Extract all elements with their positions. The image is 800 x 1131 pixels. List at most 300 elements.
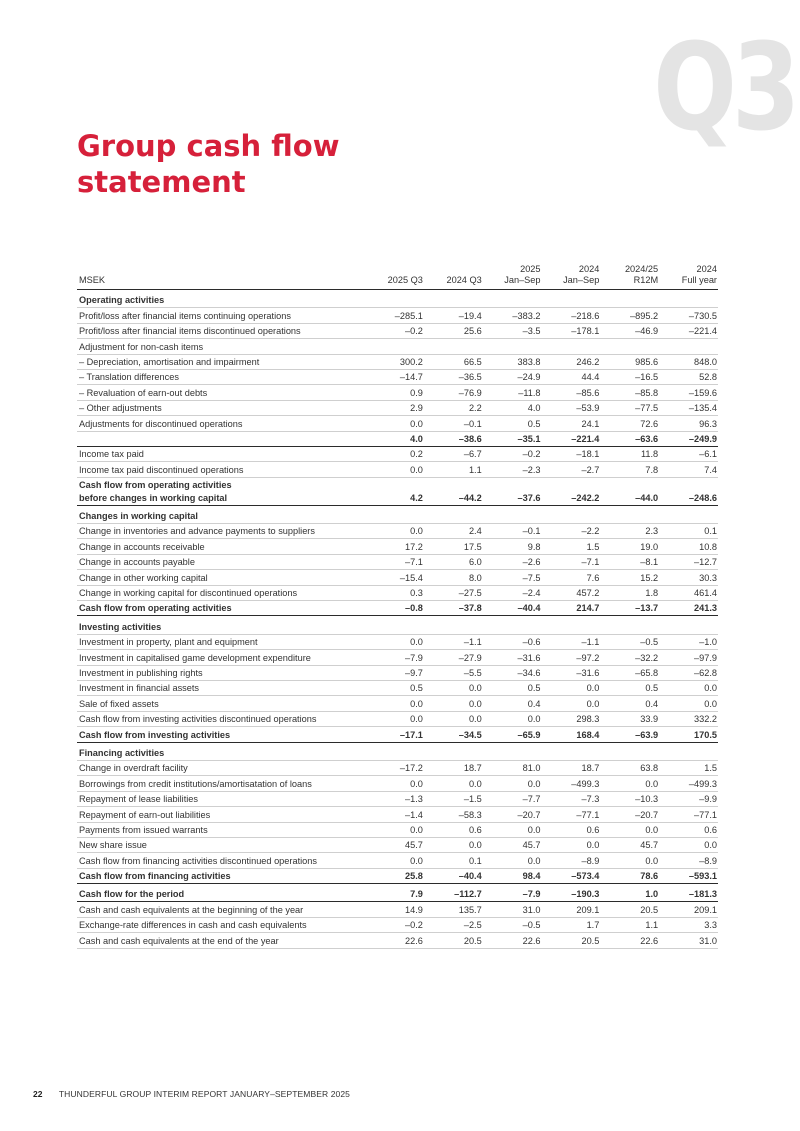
total-row	[77, 868, 718, 883]
value-cell: –730.5	[659, 308, 718, 323]
value-cell: 1.8	[600, 585, 659, 600]
column-header: 2024 Full year	[659, 262, 718, 290]
value-cell: 0.4	[600, 696, 659, 711]
row-label: Adjustment for non-cash items	[77, 339, 365, 354]
section-header-row	[77, 290, 718, 308]
value-cell: 44.4	[542, 369, 601, 384]
value-cell: –1.3	[365, 791, 424, 806]
value-cell: –383.2	[483, 308, 542, 323]
value-cell	[424, 505, 483, 523]
table-row	[77, 837, 718, 852]
value-cell: –190.3	[542, 884, 601, 902]
value-cell: –895.2	[600, 308, 659, 323]
value-cell: 0.0	[365, 822, 424, 837]
value-cell	[424, 290, 483, 308]
value-cell: 0.0	[542, 696, 601, 711]
value-cell	[365, 616, 424, 634]
total-row	[77, 431, 718, 446]
value-cell: 7.8	[600, 462, 659, 477]
value-cell: –16.5	[600, 369, 659, 384]
value-cell	[424, 616, 483, 634]
value-cell: –6.7	[424, 446, 483, 461]
value-cell: 0.0	[365, 776, 424, 791]
table-row	[77, 308, 718, 323]
value-cell: –38.6	[424, 431, 483, 446]
value-cell: 0.0	[659, 837, 718, 852]
value-cell: –17.2	[365, 760, 424, 775]
value-cell: 31.0	[659, 933, 718, 948]
value-cell: –0.6	[483, 634, 542, 649]
page-title-line-1: Group cash flow	[77, 129, 340, 163]
value-cell: 18.7	[542, 760, 601, 775]
row-label: Investment in publishing rights	[77, 665, 365, 680]
column-header: 2025 Jan–Sep	[483, 262, 542, 290]
value-cell: –27.5	[424, 585, 483, 600]
value-cell: –77.5	[600, 400, 659, 415]
value-cell: 2.9	[365, 400, 424, 415]
table-row	[77, 369, 718, 384]
value-cell	[600, 616, 659, 634]
value-cell: 1.5	[659, 760, 718, 775]
row-label: Change in working capital for discontinued operations	[77, 585, 365, 600]
value-cell: 0.0	[483, 776, 542, 791]
row-label: Income tax paid	[77, 446, 365, 461]
value-cell	[659, 505, 718, 523]
column-header: 2024 Jan–Sep	[542, 262, 601, 290]
value-cell: 0.0	[483, 711, 542, 726]
value-cell: –40.4	[424, 868, 483, 883]
value-cell	[600, 505, 659, 523]
value-cell	[542, 339, 601, 354]
row-label: Cash flow from investing activities	[77, 727, 365, 742]
value-cell: 0.2	[365, 446, 424, 461]
value-cell: 0.0	[424, 776, 483, 791]
value-cell: 0.0	[659, 680, 718, 695]
table-row	[77, 696, 718, 711]
value-cell	[542, 616, 601, 634]
value-cell: –24.9	[483, 369, 542, 384]
value-cell: 18.7	[424, 760, 483, 775]
value-cell: –3.5	[483, 323, 542, 338]
value-cell: 22.6	[483, 933, 542, 948]
value-cell: 1.7	[542, 917, 601, 932]
total-row	[77, 601, 718, 616]
value-cell: –7.9	[483, 884, 542, 902]
table-row	[77, 634, 718, 649]
row-label: Sale of fixed assets	[77, 696, 365, 711]
row-label: Repayment of lease liabilities	[77, 791, 365, 806]
value-cell: –97.2	[542, 650, 601, 665]
value-cell: 4.2	[365, 477, 424, 505]
value-cell: –46.9	[600, 323, 659, 338]
value-cell: –1.5	[424, 791, 483, 806]
value-cell: –6.1	[659, 446, 718, 461]
value-cell: 0.0	[600, 776, 659, 791]
value-cell: –11.8	[483, 385, 542, 400]
value-cell: –285.1	[365, 308, 424, 323]
value-cell: 4.0	[365, 431, 424, 446]
value-cell: 63.8	[600, 760, 659, 775]
row-label: Cash flow from operating activities	[77, 601, 365, 616]
value-cell: –20.7	[600, 807, 659, 822]
row-label: Cash flow for the period	[77, 884, 365, 902]
value-cell: –159.6	[659, 385, 718, 400]
table-row	[77, 933, 718, 948]
value-cell: 3.3	[659, 917, 718, 932]
value-cell: 52.8	[659, 369, 718, 384]
value-cell: 168.4	[542, 727, 601, 742]
value-cell: 209.1	[659, 902, 718, 917]
table-row	[77, 822, 718, 837]
value-cell: 0.5	[483, 680, 542, 695]
value-cell: 0.3	[365, 585, 424, 600]
value-cell: –34.6	[483, 665, 542, 680]
value-cell: 66.5	[424, 354, 483, 369]
value-cell: 9.8	[483, 539, 542, 554]
value-cell: –32.2	[600, 650, 659, 665]
row-label: Exchange-rate differences in cash and cash equivalents	[77, 917, 365, 932]
table-row	[77, 711, 718, 726]
row-label: Cash and cash equivalents at the beginning of the year	[77, 902, 365, 917]
page-number: 22	[33, 1089, 43, 1099]
row-label: Repayment of earn-out liabilities	[77, 807, 365, 822]
value-cell: 0.6	[424, 822, 483, 837]
value-cell: 209.1	[542, 902, 601, 917]
section-header-row	[77, 742, 718, 760]
value-cell: 6.0	[424, 554, 483, 569]
value-cell: –0.2	[365, 917, 424, 932]
value-cell: –65.8	[600, 665, 659, 680]
value-cell: 2.3	[600, 524, 659, 539]
row-label: Investing activities	[77, 616, 365, 634]
value-cell: 7.9	[365, 884, 424, 902]
value-cell: 45.7	[483, 837, 542, 852]
value-cell: –2.3	[483, 462, 542, 477]
value-cell: 17.2	[365, 539, 424, 554]
value-cell	[365, 742, 424, 760]
value-cell: –85.6	[542, 385, 601, 400]
table-row	[77, 323, 718, 338]
cash-flow-table	[77, 262, 718, 949]
value-cell: –37.6	[483, 477, 542, 505]
value-cell: –58.3	[424, 807, 483, 822]
value-cell	[542, 742, 601, 760]
value-cell: –63.9	[600, 727, 659, 742]
row-label: Adjustments for discontinued operations	[77, 416, 365, 431]
value-cell: 19.0	[600, 539, 659, 554]
value-cell: –218.6	[542, 308, 601, 323]
value-cell: 0.5	[365, 680, 424, 695]
value-cell: –499.3	[542, 776, 601, 791]
value-cell: –8.9	[542, 853, 601, 868]
row-label: New share issue	[77, 837, 365, 852]
section-header-row	[77, 505, 718, 523]
value-cell: 10.8	[659, 539, 718, 554]
value-cell: –7.1	[542, 554, 601, 569]
value-cell: 31.0	[483, 902, 542, 917]
value-cell: –5.5	[424, 665, 483, 680]
row-label: – Revaluation of earn-out debts	[77, 385, 365, 400]
row-label: Change in inventories and advance payments to suppliers	[77, 524, 365, 539]
row-label: Borrowings from credit institutions/amortisatation of loans	[77, 776, 365, 791]
table-row	[77, 400, 718, 415]
value-cell: 81.0	[483, 760, 542, 775]
value-cell: –9.9	[659, 791, 718, 806]
total-row	[77, 727, 718, 742]
table-row	[77, 776, 718, 791]
table-row	[77, 853, 718, 868]
value-cell: –13.7	[600, 601, 659, 616]
row-label: Change in overdraft facility	[77, 760, 365, 775]
value-cell	[424, 339, 483, 354]
value-cell: 22.6	[600, 933, 659, 948]
row-label: Cash flow from operating activities before changes in working capital	[77, 477, 365, 505]
value-cell: 0.0	[659, 696, 718, 711]
value-cell: –44.2	[424, 477, 483, 505]
value-cell: 0.1	[424, 853, 483, 868]
value-cell: 383.8	[483, 354, 542, 369]
value-cell: –2.4	[483, 585, 542, 600]
value-cell	[483, 339, 542, 354]
value-cell	[483, 505, 542, 523]
value-cell	[483, 742, 542, 760]
value-cell: –12.7	[659, 554, 718, 569]
value-cell: 0.0	[600, 822, 659, 837]
table-row	[77, 539, 718, 554]
value-cell: 14.9	[365, 902, 424, 917]
value-cell: 300.2	[365, 354, 424, 369]
table-row	[77, 385, 718, 400]
value-cell: 214.7	[542, 601, 601, 616]
value-cell: –9.7	[365, 665, 424, 680]
row-label: Investment in financial assets	[77, 680, 365, 695]
row-label: Changes in working capital	[77, 505, 365, 523]
table-row	[77, 462, 718, 477]
row-label: Profit/loss after financial items continuing operations	[77, 308, 365, 323]
value-cell: –221.4	[542, 431, 601, 446]
value-cell: 0.0	[365, 634, 424, 649]
value-cell: 0.1	[659, 524, 718, 539]
column-header: 2025 Q3	[365, 262, 424, 290]
value-cell: 0.0	[365, 416, 424, 431]
value-cell: 20.5	[542, 933, 601, 948]
table-row	[77, 650, 718, 665]
value-cell: –593.1	[659, 868, 718, 883]
value-cell: –573.4	[542, 868, 601, 883]
table-row	[77, 339, 718, 354]
table-row	[77, 902, 718, 917]
value-cell: 0.0	[542, 680, 601, 695]
value-cell: 24.1	[542, 416, 601, 431]
value-cell: 0.0	[424, 680, 483, 695]
value-cell: –248.6	[659, 477, 718, 505]
table-row	[77, 585, 718, 600]
table-row	[77, 416, 718, 431]
table-row	[77, 680, 718, 695]
row-label: – Depreciation, amortisation and impairment	[77, 354, 365, 369]
value-cell: 11.8	[600, 446, 659, 461]
value-cell: –20.7	[483, 807, 542, 822]
column-header: 2024 Q3	[424, 262, 483, 290]
section-header-row	[77, 616, 718, 634]
value-cell: 0.0	[365, 711, 424, 726]
value-cell: –85.8	[600, 385, 659, 400]
value-cell: –97.9	[659, 650, 718, 665]
value-cell: –135.4	[659, 400, 718, 415]
value-cell	[483, 290, 542, 308]
value-cell: –2.2	[542, 524, 601, 539]
value-cell	[483, 616, 542, 634]
value-cell: 4.0	[483, 400, 542, 415]
value-cell: 0.0	[365, 462, 424, 477]
value-cell: –7.3	[542, 791, 601, 806]
value-cell: –8.9	[659, 853, 718, 868]
value-cell: 0.6	[542, 822, 601, 837]
value-cell: –76.9	[424, 385, 483, 400]
value-cell: –62.8	[659, 665, 718, 680]
value-cell: 241.3	[659, 601, 718, 616]
total-row	[77, 477, 718, 505]
value-cell: 0.0	[483, 822, 542, 837]
table-row	[77, 807, 718, 822]
table-body	[77, 290, 718, 949]
value-cell: 0.0	[424, 837, 483, 852]
value-cell: 78.6	[600, 868, 659, 883]
value-cell: 135.7	[424, 902, 483, 917]
value-cell: 20.5	[424, 933, 483, 948]
row-label: – Other adjustments	[77, 400, 365, 415]
table-row	[77, 570, 718, 585]
value-cell: –65.9	[483, 727, 542, 742]
value-cell: –2.6	[483, 554, 542, 569]
value-cell: –31.6	[483, 650, 542, 665]
value-cell	[659, 616, 718, 634]
value-cell: 0.9	[365, 385, 424, 400]
value-cell: –27.9	[424, 650, 483, 665]
value-cell: 1.1	[600, 917, 659, 932]
value-cell: –178.1	[542, 323, 601, 338]
value-cell: 0.0	[542, 837, 601, 852]
value-cell: 457.2	[542, 585, 601, 600]
value-cell: –1.0	[659, 634, 718, 649]
value-cell: 98.4	[483, 868, 542, 883]
value-cell: –36.5	[424, 369, 483, 384]
value-cell: –0.1	[483, 524, 542, 539]
value-cell	[542, 290, 601, 308]
value-cell: –34.5	[424, 727, 483, 742]
value-cell	[365, 290, 424, 308]
value-cell	[600, 339, 659, 354]
value-cell: 2.2	[424, 400, 483, 415]
value-cell: –10.3	[600, 791, 659, 806]
page-title-line-2: statement	[77, 165, 246, 199]
row-label: Investment in capitalised game development expenditure	[77, 650, 365, 665]
value-cell: 0.0	[600, 853, 659, 868]
table-row	[77, 524, 718, 539]
value-cell	[600, 290, 659, 308]
value-cell: –40.4	[483, 601, 542, 616]
value-cell: 33.9	[600, 711, 659, 726]
value-cell: 72.6	[600, 416, 659, 431]
row-label: – Translation differences	[77, 369, 365, 384]
value-cell: 332.2	[659, 711, 718, 726]
table-row	[77, 760, 718, 775]
value-cell: –17.1	[365, 727, 424, 742]
value-cell: 1.5	[542, 539, 601, 554]
value-cell: 848.0	[659, 354, 718, 369]
value-cell: –7.7	[483, 791, 542, 806]
value-cell: 25.6	[424, 323, 483, 338]
value-cell: 0.0	[424, 696, 483, 711]
value-cell: 461.4	[659, 585, 718, 600]
value-cell	[659, 290, 718, 308]
value-cell: –249.9	[659, 431, 718, 446]
value-cell: –1.1	[542, 634, 601, 649]
value-cell: 985.6	[600, 354, 659, 369]
row-label: Income tax paid discontinued operations	[77, 462, 365, 477]
value-cell: 20.5	[600, 902, 659, 917]
value-cell: 0.5	[483, 416, 542, 431]
value-cell: –0.2	[365, 323, 424, 338]
value-cell: –7.1	[365, 554, 424, 569]
value-cell: –221.4	[659, 323, 718, 338]
value-cell: –18.1	[542, 446, 601, 461]
value-cell	[365, 505, 424, 523]
report-title: THUNDERFUL GROUP INTERIM REPORT JANUARY–SEPTEMBER 2025	[58, 1089, 351, 1099]
value-cell: 2.4	[424, 524, 483, 539]
value-cell	[659, 339, 718, 354]
value-cell: –499.3	[659, 776, 718, 791]
value-cell: –63.6	[600, 431, 659, 446]
value-cell	[424, 742, 483, 760]
value-cell: –7.9	[365, 650, 424, 665]
value-cell: 0.0	[365, 524, 424, 539]
value-cell	[542, 505, 601, 523]
value-cell: 298.3	[542, 711, 601, 726]
value-cell: –15.4	[365, 570, 424, 585]
value-cell: 96.3	[659, 416, 718, 431]
value-cell: 22.6	[365, 933, 424, 948]
value-cell: –0.2	[483, 446, 542, 461]
value-cell: –31.6	[542, 665, 601, 680]
row-label: Operating activities	[77, 290, 365, 308]
value-cell: –0.1	[424, 416, 483, 431]
row-label: Change in accounts receivable	[77, 539, 365, 554]
value-cell: –44.0	[600, 477, 659, 505]
quarter-watermark: Q3	[653, 19, 796, 158]
value-cell: –37.8	[424, 601, 483, 616]
value-cell: 7.6	[542, 570, 601, 585]
unit-header: MSEK	[77, 262, 365, 290]
page-footer	[33, 1089, 350, 1099]
value-cell	[659, 742, 718, 760]
value-cell: –77.1	[659, 807, 718, 822]
table-row	[77, 665, 718, 680]
value-cell: 7.4	[659, 462, 718, 477]
row-label: Payments from issued warrants	[77, 822, 365, 837]
value-cell: –53.9	[542, 400, 601, 415]
row-label: Investment in property, plant and equipment	[77, 634, 365, 649]
total-row	[77, 884, 718, 902]
value-cell: 0.0	[365, 853, 424, 868]
row-label: Profit/loss after financial items discontinued operations	[77, 323, 365, 338]
value-cell: 0.0	[483, 853, 542, 868]
table-row	[77, 446, 718, 461]
row-label: Change in other working capital	[77, 570, 365, 585]
value-cell: 25.8	[365, 868, 424, 883]
row-label	[77, 431, 365, 446]
value-cell: –8.1	[600, 554, 659, 569]
